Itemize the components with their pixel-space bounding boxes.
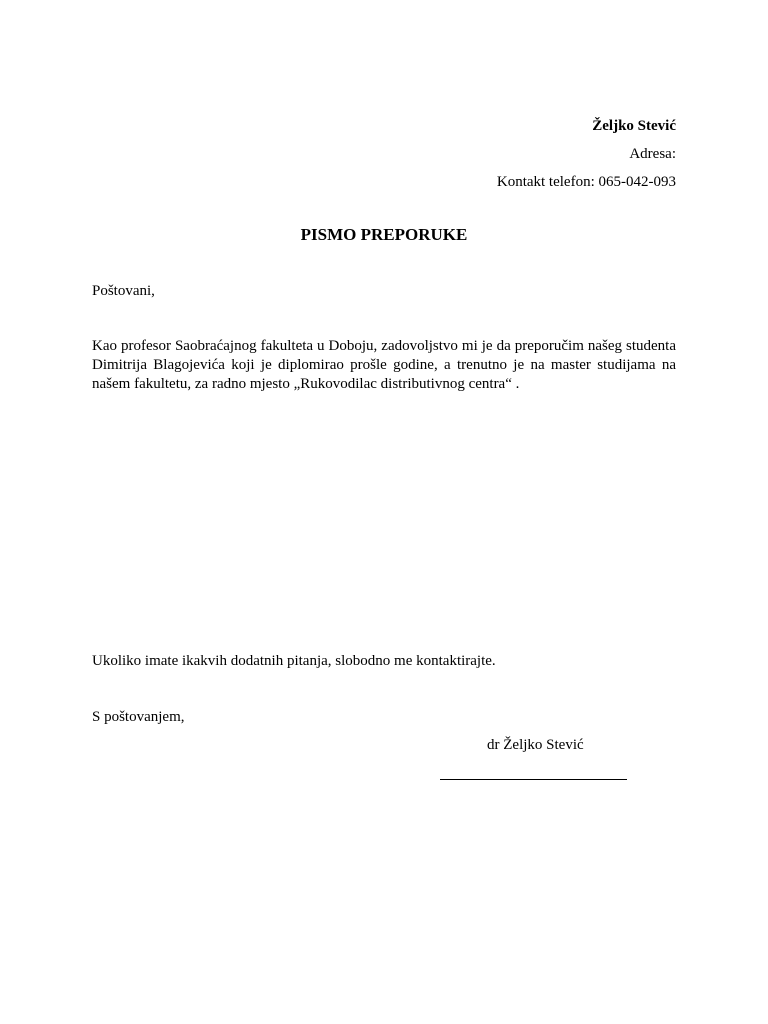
signature-line xyxy=(440,779,627,780)
regards: S poštovanjem, xyxy=(92,709,185,725)
body-paragraph: Kao profesor Saobraćajnog fakulteta u Doboju, zadovoljstvo mi je da preporučim našeg studenta Dimitrija Blagojevića koji je diplomirao prošle godine, a trenutno je na master studijama na našem fakultetu, za radno mjesto „Rukovodilac distributivnog centra“ . xyxy=(92,338,676,392)
sender-block xyxy=(497,112,676,196)
letter-title: PISMO PREPORUKE xyxy=(300,225,468,244)
greeting: Poštovani, xyxy=(92,283,155,299)
closing-question: Ukoliko imate ikakvih dodatnih pitanja, slobodno me kontaktirajte. xyxy=(92,653,496,669)
signer-name: dr Željko Stević xyxy=(487,737,584,753)
sender-address: Adresa: xyxy=(629,146,676,162)
sender-name: Željko Stević xyxy=(592,118,676,134)
sender-phone: Kontakt telefon: 065-042-093 xyxy=(496,174,676,190)
